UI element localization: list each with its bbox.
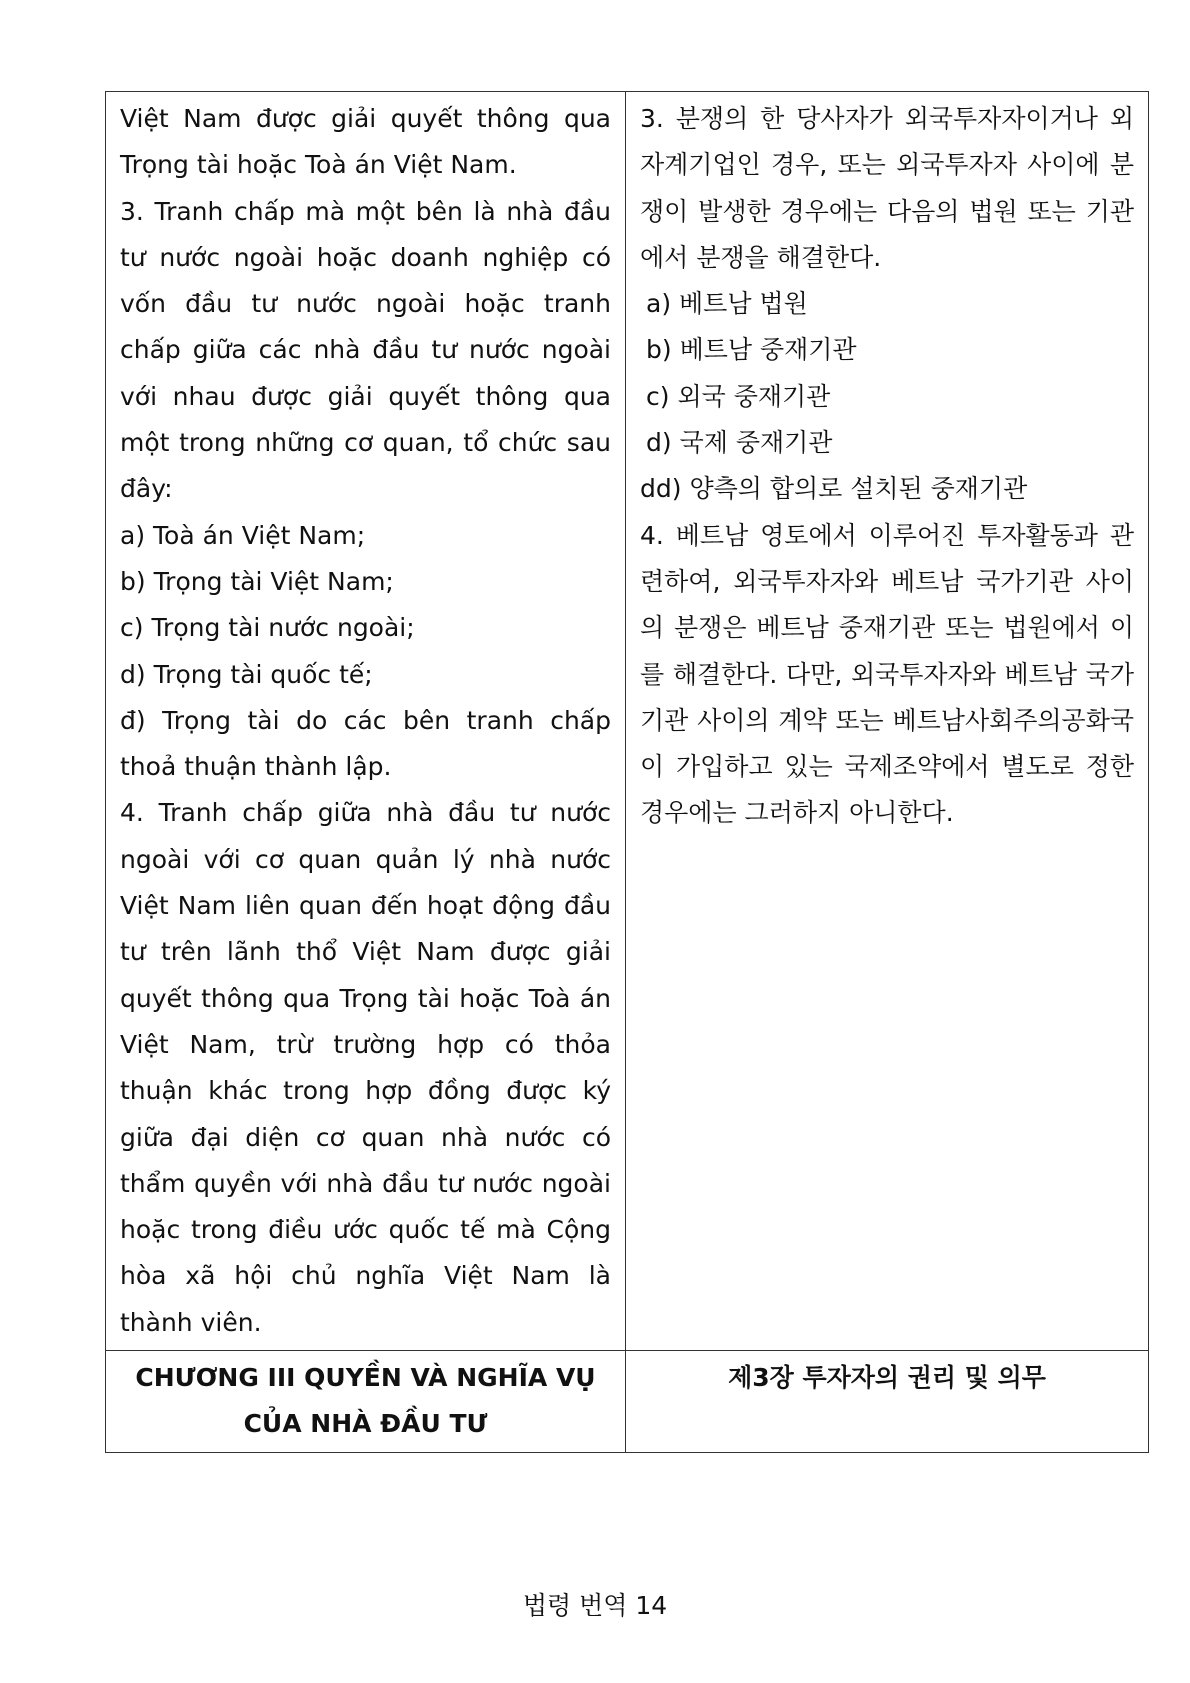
vietnamese-column bbox=[106, 92, 626, 1351]
ko-item-c: c) 외국 중재기관 bbox=[646, 381, 831, 411]
ko-item-a: a) 베트남 법원 bbox=[646, 289, 808, 319]
vi-item-d: d) Trọng tài quốc tế; bbox=[120, 659, 373, 689]
translation-table bbox=[105, 91, 1149, 1453]
vi-item-dd: đ) Trọng tài do các bên tranh chấp thoả thuận thành lập. bbox=[120, 705, 611, 782]
table-row-chapter-heading bbox=[106, 1351, 1149, 1453]
korean-column bbox=[626, 92, 1149, 1351]
vi-item-b: b) Trọng tài Việt Nam; bbox=[120, 566, 394, 596]
vi-paragraph-2: 3. Tranh chấp mà một bên là nhà đầu tư nước ngoài hoặc doanh nghiệp có vốn đầu tư nước ngoài hoặc tranh chấp giữa các nhà đầu tư nước ngoài với nhau được giải quyết thông qua một trong những cơ quan, tổ chức sau đây: bbox=[120, 196, 611, 504]
ko-chapter-heading: 제3장 투자자의 권리 및 의무 bbox=[626, 1351, 1149, 1453]
vi-paragraph-4: 4. Tranh chấp giữa nhà đầu tư nước ngoài với cơ quan quản lý nhà nước Việt Nam liên quan đến hoạt động đầu tư trên lãnh thổ Việt Nam được giải quyết thông qua Trọng tài hoặc Toà án Việt Nam, trừ trường hợp có thỏa thuận khác trong hợp đồng được ký giữa đại diện cơ quan nhà nước có thẩm quyền với nhà đầu tư nước ngoài hoặc trong điều ước quốc tế mà Cộng hòa xã hội chủ nghĩa Việt Nam là thành viên. bbox=[120, 798, 611, 1337]
page-footer: 법령 번역 14 bbox=[522, 1591, 668, 1620]
vi-paragraph-1: Việt Nam được giải quyết thông qua Trọng tài hoặc Toà án Việt Nam. bbox=[120, 104, 611, 180]
table-row-provisions bbox=[106, 92, 1149, 1351]
ko-paragraph-4: 4. 베트남 영토에서 이루어진 투자활동과 관련하여, 외국투자자와 베트남 국가기관 사이의 분쟁은 베트남 중재기관 또는 법원에서 이를 해결한다. 다만, 외국투자자와 베트남 국가기관 사이의 계약 또는 베트남사회주의공화국이 가입하고 있는 국제조약에서 별도로 정한 경우에는 그러하지 아니한다. bbox=[640, 520, 1134, 828]
vi-item-c: c) Trọng tài nước ngoài; bbox=[120, 613, 415, 643]
ko-paragraph-3: 3. 분쟁의 한 당사자가 외국투자자이거나 외자계기업인 경우, 또는 외국투자자 사이에 분쟁이 발생한 경우에는 다음의 법원 또는 기관에서 분쟁을 해결한다. bbox=[640, 104, 1134, 272]
ko-item-b: b) 베트남 중재기관 bbox=[646, 335, 857, 365]
vi-chapter-heading: CHƯƠNG III QUYỀN VÀ NGHĨA VỤ CỦA NHÀ ĐẦU TƯ bbox=[106, 1351, 626, 1453]
ko-item-dd: dd) 양측의 합의로 설치된 중재기관 bbox=[640, 474, 1028, 504]
vi-item-a: a) Toà án Việt Nam; bbox=[120, 520, 366, 550]
ko-item-d: d) 국제 중재기관 bbox=[646, 428, 833, 458]
